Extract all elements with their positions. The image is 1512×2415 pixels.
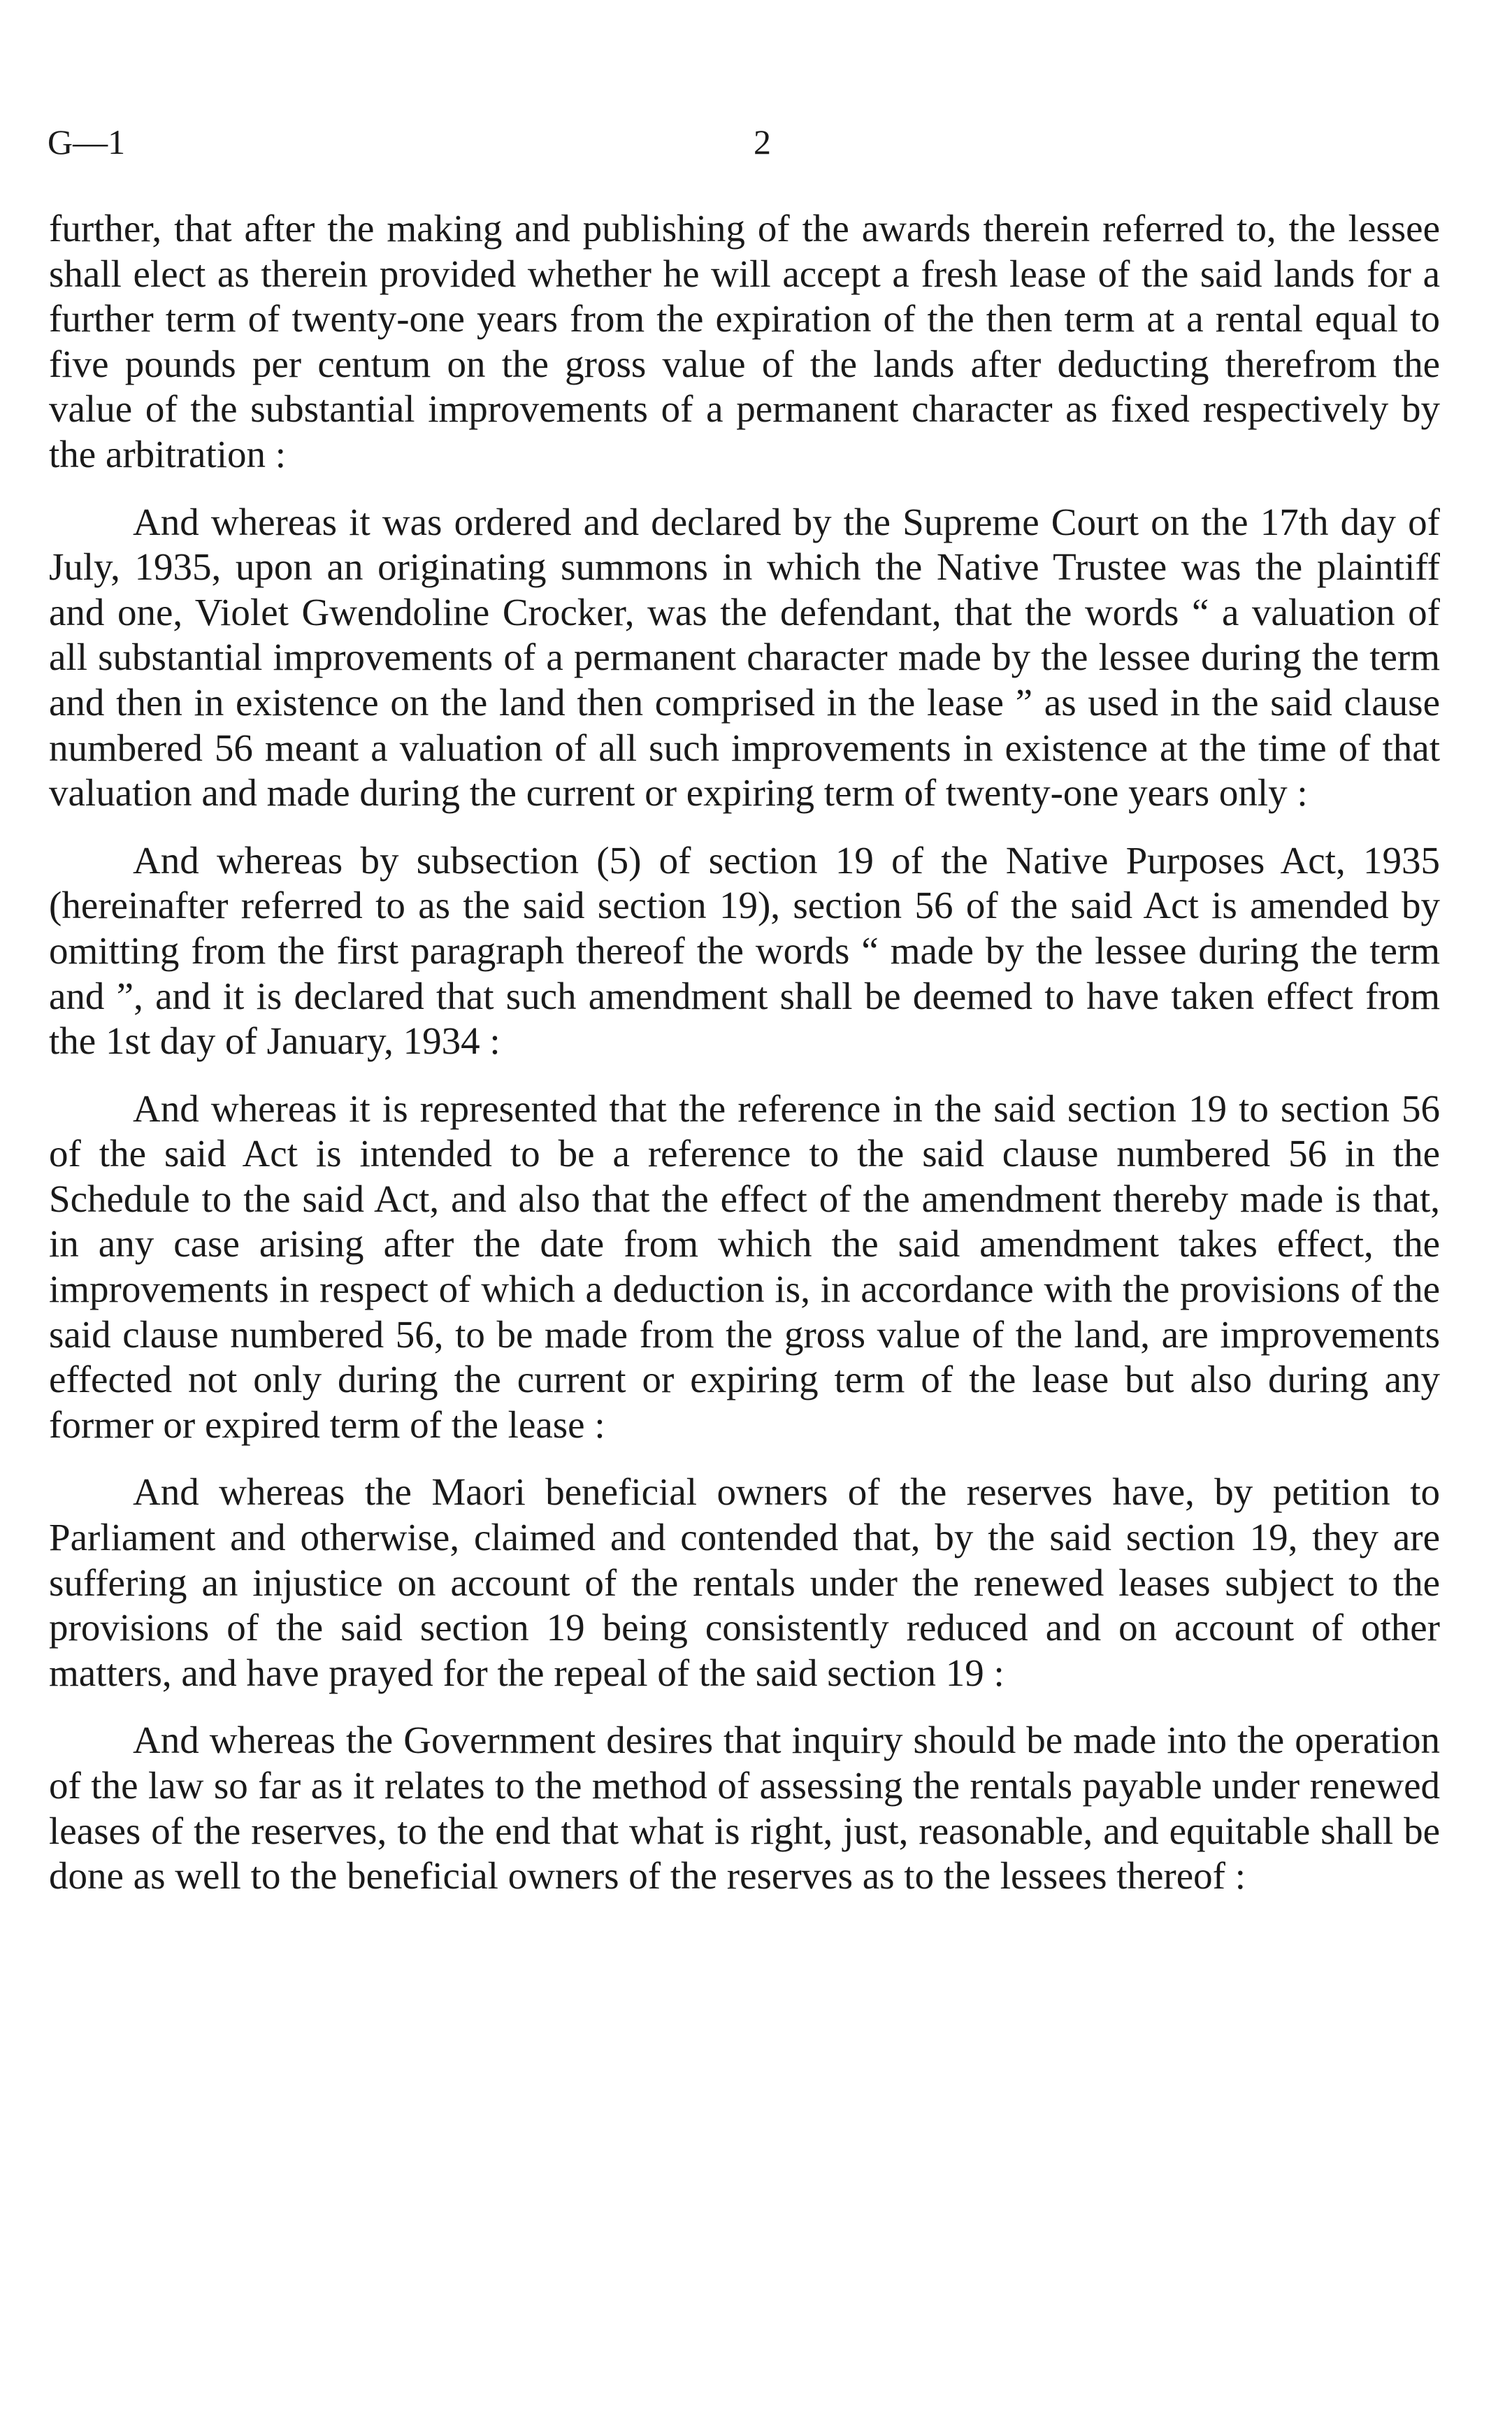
paragraph-continuation: further, that after the making and publishing of the awards therein referred to, the lessee shall elect as therein provided whether he will accept a fresh lease of the said lands for a further term of twenty-one years from the expiration of the then term at a rental equal to five pounds per centum on the gross value of the lands after deducting therefrom the value of the substantial improvements of a permanent character as fixed respectively by the arbitration : <box>49 207 1440 475</box>
paragraph-government-inquiry: And whereas the Government desires that inquiry should be made into the operation of the law so far as it relates to the method of assessing the rentals payable under renewed leases of the reserves, to the end that what is right, just, reasonable, and equitable shall be done as well to the beneficial owners of the reserves as to the lessees thereof : <box>49 1719 1440 1898</box>
paragraph-reference-section-19: And whereas it is represented that the reference in the said section 19 to section 56 of the said Act is intended to be a reference to the said clause numbered 56 in the Schedule to the said Act, and also that the effect of the amendment thereby made is that, in any case arising after the date from which the said amendment takes effect, the improvements in respect of which a deduction is, in accordance with the provisions of the said clause numbered 56, to be made from the gross value of the land, are improvements effected not only during the current or expiring term of the lease but also during any former or expired term of the lease : <box>49 1087 1440 1446</box>
paragraph-maori-owners: And whereas the Maori beneficial owners of the reserves have, by petition to Parliament and otherwise, claimed and contended that, by the said section 19, they are suffering an injustice on account of the rentals under the renewed leases subject to the provisions of the said section 19 being consistently reduced and on account of other matters, and have prayed for the repeal of the said section 19 : <box>49 1470 1440 1694</box>
document-code: G—1 <box>48 122 126 162</box>
document-body <box>49 206 1440 1899</box>
page-header <box>48 117 1446 166</box>
paragraph-supreme-court: And whereas it was ordered and declared by the Supreme Court on the 17th day of July, 1935, upon an originating summons in which the Native Trustee was the plaintiff and one, Violet Gwendoline Crocker, was the defendant, that the words “ a valuation of all substantial improvements of a permanent character made by the lessee during the term and then in existence on the land then comprised in the lease ” as used in the said clause numbered 56 meant a valuation of all such improvements in existence at the time of that valuation and made during the current or expiring term of twenty-one years only : <box>49 500 1440 815</box>
page-number: 2 <box>754 122 771 162</box>
paragraph-subsection-5: And whereas by subsection (5) of section 19 of the Native Purposes Act, 1935 (hereinafter referred to as the said section 19), section 56 of the said Act is amended by omitting from the first paragraph thereof the words “ made by the lessee during the term and ”, and it is declared that such amendment shall be deemed to have taken effect from the 1st day of January, 1934 : <box>49 838 1440 1063</box>
